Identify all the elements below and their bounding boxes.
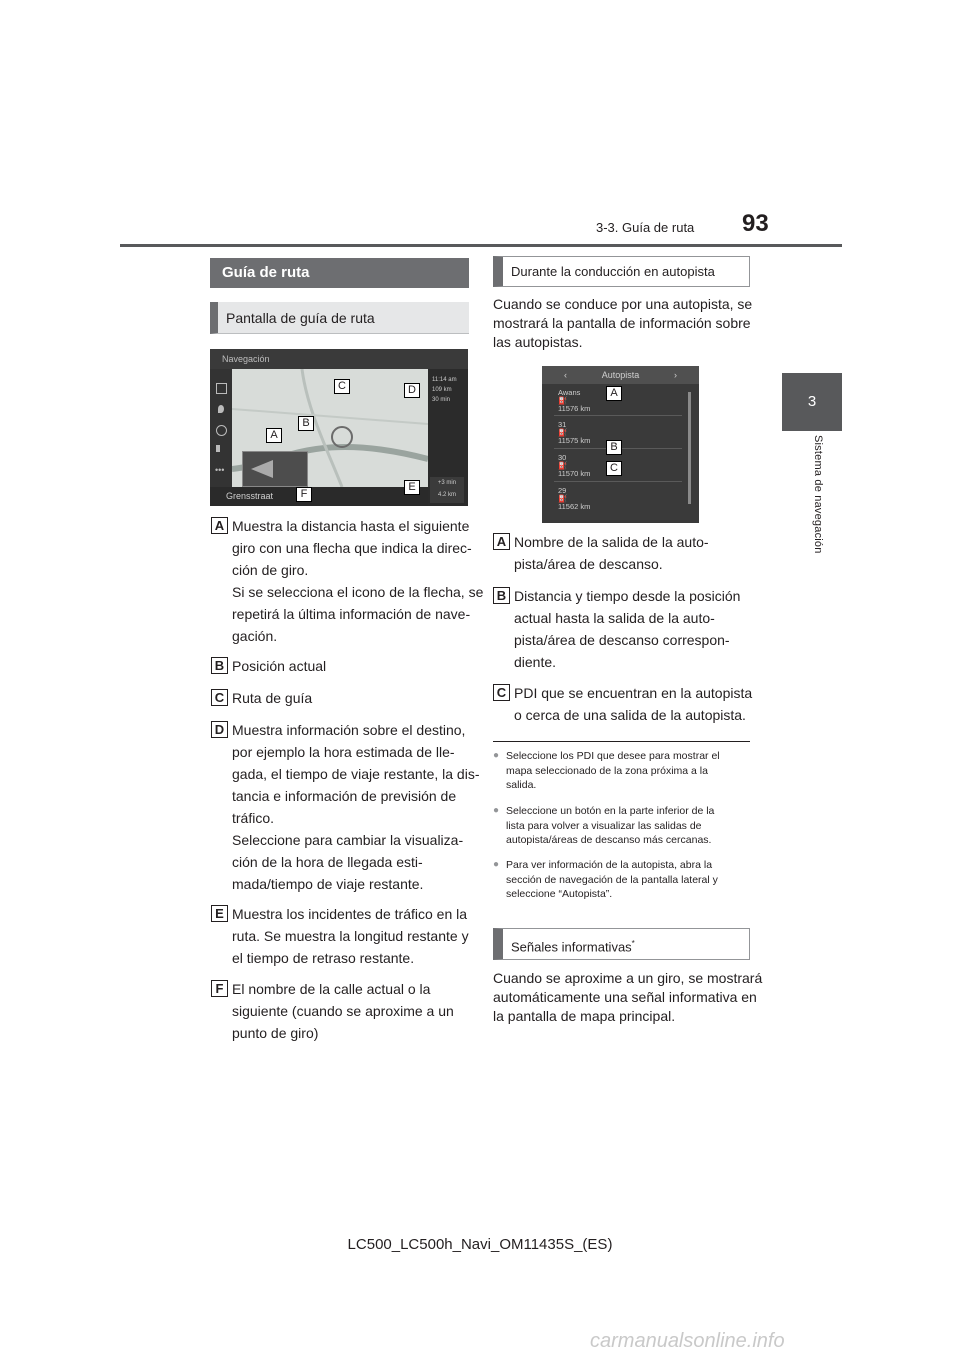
distance-value: 109 km bbox=[432, 387, 452, 393]
turn-arrow-panel[interactable] bbox=[242, 451, 308, 487]
callout-b: B bbox=[298, 416, 314, 431]
item-d-text: Muestra información sobre el destino, por ejemplo la hora estimada de lle- gada, el tiempo de viaje restante, la dis- tancia e información de previsión de tráfico. Seleccione para cambiar la visualiza- ción de la hora de llegada esti- mada/tiempo de viaje restante. bbox=[232, 722, 480, 892]
tag-f: F bbox=[211, 980, 228, 997]
page-number: 93 bbox=[742, 210, 769, 237]
exit-row[interactable]: 29 ⛽ 11562 km bbox=[558, 486, 591, 511]
nav-screen-title: Navegación bbox=[210, 349, 468, 369]
autopista-title-text: Autopista bbox=[601, 370, 640, 380]
more-icon: ••• bbox=[215, 465, 225, 475]
callout-c: C bbox=[606, 461, 622, 476]
right-item-a-text: Nombre de la salida de la auto- pista/área de descanso. bbox=[514, 534, 709, 572]
note-2: ● Seleccione un botón en la parte inferior de la lista para volver a visualizar las salidas de autopista/áreas de descanso más cercanas. bbox=[493, 805, 715, 846]
traffic-delay: +3 min bbox=[437, 480, 457, 486]
scrollbar[interactable] bbox=[688, 392, 691, 504]
tag-a: A bbox=[493, 533, 510, 550]
tag-d: D bbox=[211, 721, 228, 738]
notes-rule bbox=[493, 741, 750, 742]
speaker-icon bbox=[216, 445, 229, 452]
section-title: 3-3. Guía de ruta bbox=[596, 220, 695, 235]
heading-senales: Señales informativas* bbox=[493, 928, 750, 960]
tag-b: B bbox=[493, 587, 510, 604]
map-area bbox=[232, 369, 428, 487]
note-1: ● Seleccione los PDI que desee para mostrar el mapa seleccionado de la zona próxima a la salida. bbox=[493, 750, 720, 791]
tag-e: E bbox=[211, 905, 228, 922]
heading-autopista: Durante la conducción en autopista bbox=[493, 256, 750, 287]
autopista-screen-image bbox=[542, 366, 699, 523]
callout-a: A bbox=[266, 428, 282, 443]
tag-b: B bbox=[211, 657, 228, 674]
item-f-text: El nombre de la calle actual o la siguiente (cuando se aproxime a un punto de giro) bbox=[232, 981, 454, 1041]
subheading-route-screen: Pantalla de guía de ruta bbox=[210, 302, 469, 334]
exit-row[interactable]: Awans ⛽ 11576 km bbox=[558, 388, 591, 413]
autopista-title bbox=[542, 366, 699, 384]
callout-a: A bbox=[606, 386, 622, 401]
item-b-text: Posición actual bbox=[232, 658, 327, 674]
exit-row[interactable]: 31 ⛽ 11575 km bbox=[558, 420, 591, 445]
callout-b: B bbox=[606, 440, 622, 455]
eta-value: 11:14 am bbox=[432, 377, 457, 383]
intro-text: Cuando se conduce por una autopista, se mostrará la pantalla de información sobre las autopistas. bbox=[493, 296, 753, 350]
chapter-tab: 3 bbox=[782, 373, 842, 431]
outro-text: Cuando se aproxime a un giro, se mostrará automáticamente una señal informativa en la pantalla de mapa principal. bbox=[493, 970, 763, 1024]
nav-side-icons bbox=[210, 369, 232, 506]
item-e-text: Muestra los incidentes de tráfico en la ruta. Se muestra la longitud restante y el tiempo de retraso restante. bbox=[232, 906, 469, 966]
callout-e: E bbox=[404, 480, 420, 495]
chevron-left-icon[interactable]: ‹ bbox=[564, 370, 567, 380]
chapter-title: Sistema de navegación bbox=[812, 435, 824, 554]
note-3: ● Para ver información de la autopista, abra la sección de navegación de la pantalla lateral y seleccione “Autopista”. bbox=[493, 859, 718, 900]
nav-info-panel[interactable] bbox=[428, 369, 468, 506]
callout-f: F bbox=[296, 487, 312, 502]
pin-icon bbox=[218, 405, 224, 413]
right-item-b-text: Distancia y tiempo desde la posición actual hasta la salida de la auto- pista/área de descanso correspon- diente. bbox=[514, 588, 741, 670]
expand-icon bbox=[216, 383, 227, 394]
nav-screen-image bbox=[210, 349, 468, 506]
right-item-c-text: PDI que se encuentran en la autopista o cerca de una salida de la autopista. bbox=[514, 685, 753, 723]
watermark: carmanualsonline.info bbox=[590, 1330, 785, 1352]
street-name: Grensstraat bbox=[210, 487, 428, 506]
main-heading: Guía de ruta bbox=[210, 258, 469, 288]
callout-d: D bbox=[404, 383, 420, 398]
item-c-text: Ruta de guía bbox=[232, 690, 313, 706]
tag-a: A bbox=[211, 517, 228, 534]
header-rule bbox=[120, 244, 842, 247]
tag-c: C bbox=[493, 684, 510, 701]
time-value: 30 min bbox=[432, 397, 451, 403]
footer-code: LC500_LC500h_Navi_OM11435S_(ES) bbox=[347, 1236, 613, 1253]
tag-c: C bbox=[211, 689, 228, 706]
callout-c: C bbox=[334, 379, 350, 394]
turn-arrow-icon bbox=[251, 460, 273, 478]
home-icon bbox=[216, 425, 227, 436]
chevron-right-icon[interactable]: › bbox=[674, 370, 677, 380]
exit-row[interactable]: 30 ⛽ 11570 km bbox=[558, 453, 591, 478]
traffic-length: 4.2 km bbox=[437, 492, 456, 498]
traffic-panel[interactable] bbox=[430, 477, 464, 503]
item-a-text: Muestra la distancia hasta el siguiente giro con una flecha que indica la direc- ción de giro. Si se selecciona el icono de la flecha, se repetirá la última información de nave- gación. bbox=[232, 518, 484, 644]
